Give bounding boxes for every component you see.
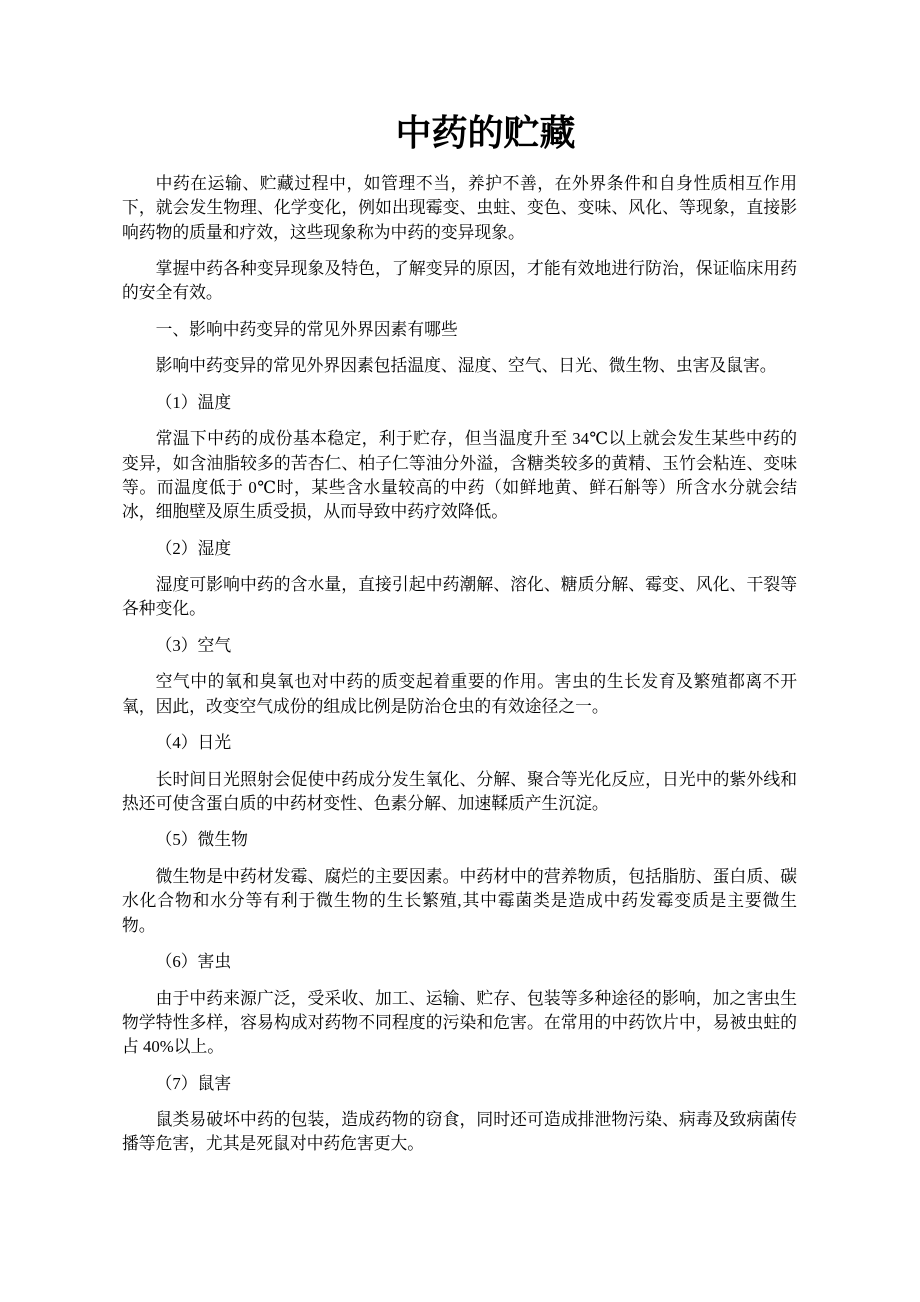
body-paragraph: 中药在运输、贮藏过程中，如管理不当，养护不善，在外界条件和自身性质相互作用下，就会发生物理、化学变化，例如出现霉变、虫蛀、变色、变味、风化、等现象，直接影响药物的质量和疗效，这些现象称为中药的变异现象。 <box>122 174 797 242</box>
section-heading: （5）微生物 <box>155 830 248 850</box>
body-paragraph: 鼠类易破坏中药的包装，造成药物的窃食，同时还可造成排泄物污染、病毒及致病菌传播等危害，尤其是死鼠对中药危害更大。 <box>122 1110 797 1154</box>
section-heading: （4）日光 <box>155 733 232 753</box>
section-heading: （7）鼠害 <box>155 1073 232 1093</box>
body-paragraph: 长时间日光照射会促使中药成分发生氧化、分解、聚合等光化反应，日光中的紫外线和热还可使含蛋白质的中药材变性、色素分解、加速鞣质产生沉淀。 <box>122 769 797 813</box>
body-paragraph: 掌握中药各种变异现象及特色，了解变异的原因，才能有效地进行防治，保证临床用药的安全有效。 <box>122 259 797 303</box>
body-paragraph: 常温下中药的成份基本稳定，利于贮存，但当温度升至 34℃以上就会发生某些中药的变异，如含油脂较多的苦杏仁、柏子仁等油分外溢，含糖类较多的黄精、玉竹会粘连、变味等。而温度低于 0℃时，某些含水量较高的中药（如鲜地黄、鲜石斛等）所含水分就会结冰，细胞壁及原生质受损，从而导致中药疗效降低。 <box>122 429 797 522</box>
section-heading: （6）害虫 <box>155 952 232 972</box>
section-heading: （2）湿度 <box>155 538 232 558</box>
section-heading: （1）温度 <box>155 392 232 412</box>
body-paragraph: 由于中药来源广泛，受采收、加工、运输、贮存、包装等多种途径的影响，加之害虫生物学特性多样，容易构成对药物不同程度的污染和危害。在常用的中药饮片中，易被虫蛀的占 40%以上。 <box>122 988 797 1057</box>
section-heading: 一、影响中药变异的常见外界因素有哪些 <box>155 319 458 339</box>
body-paragraph: 空气中的氧和臭氧也对中药的质变起着重要的作用。害虫的生长发育及繁殖都离不开氧，因此，改变空气成份的组成比例是防治仓虫的有效途径之一。 <box>122 672 797 716</box>
body-paragraph: 湿度可影响中药的含水量，直接引起中药潮解、溶化、糖质分解、霉变、风化、干裂等各种变化。 <box>122 575 797 619</box>
document-body <box>122 172 797 1157</box>
body-paragraph: 微生物是中药材发霉、腐烂的主要因素。中药材中的营养物质，包括脂肪、蛋白质、碳水化合物和水分等有利于微生物的生长繁殖,其中霉菌类是造成中药发霉变质是主要微生物。 <box>122 866 797 935</box>
body-paragraph: 影响中药变异的常见外界因素包括温度、湿度、空气、日光、微生物、虫害及鼠害。 <box>155 356 777 376</box>
section-heading: （3）空气 <box>155 635 232 655</box>
document-title: 中药的贮藏 <box>395 113 576 153</box>
